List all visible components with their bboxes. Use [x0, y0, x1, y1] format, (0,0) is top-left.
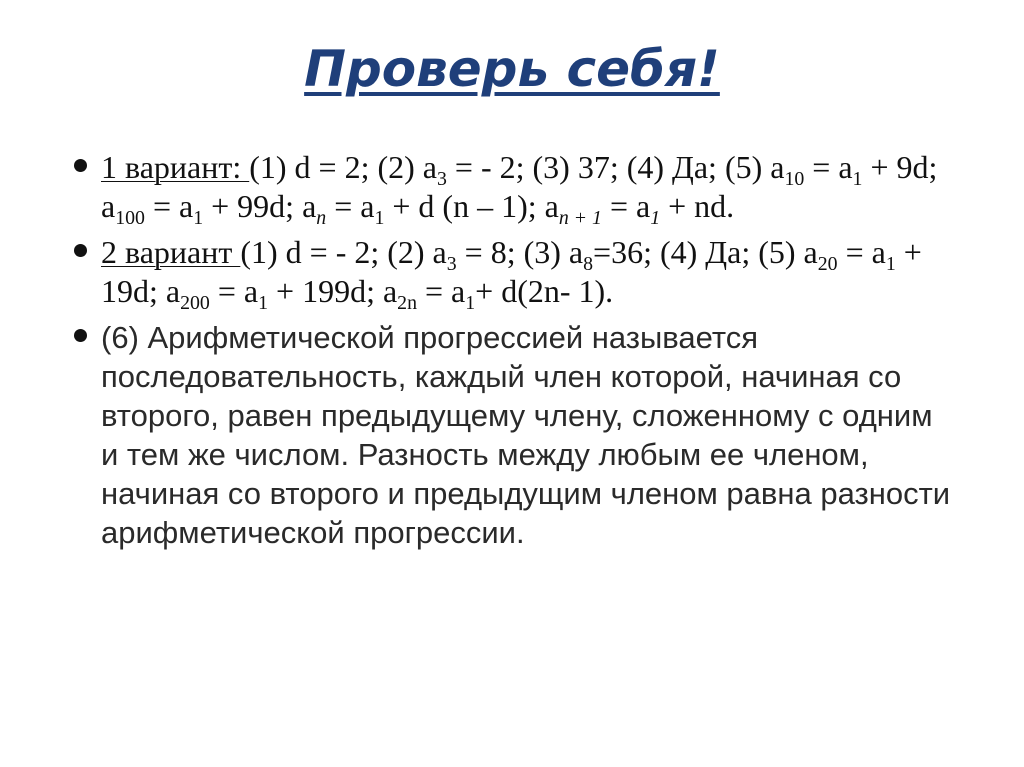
- bullet-icon: [74, 329, 87, 342]
- subscript: 1: [885, 252, 896, 275]
- answer-list: [72, 148, 952, 559]
- list-item-variant-2: [72, 233, 952, 314]
- text-run: + 19d; a: [101, 234, 922, 309]
- text-run: =36; (4) Да; (5) a: [593, 234, 818, 270]
- text-run: + 9d; a: [101, 149, 938, 224]
- variant-2-label: 2 вариант: [101, 234, 241, 270]
- definition-text: (6) Арифметической прогрессией называется последовательность, каждый член которой, начиная со второго, равен предыдущему члену, сложенному с одним и тем же числом. Разность между любым ее членом, начиная со второго и предыдущим членом равна разности арифметической прогрессии.: [101, 320, 951, 550]
- text-run: = a: [601, 188, 651, 224]
- subscript: 20: [817, 252, 838, 275]
- subscript: 1: [193, 206, 204, 229]
- text-run: = - 2; (3) 37; (4) Да; (5) a: [446, 149, 785, 185]
- text-run: + 99d; a: [203, 188, 317, 224]
- list-item-definition: [72, 318, 952, 552]
- text-run: + 199d; a: [268, 273, 398, 309]
- subscript: 1: [258, 291, 269, 314]
- text-run: + nd.: [660, 188, 735, 224]
- text-run: = a: [837, 234, 886, 270]
- text-run: (1) d = 2; (2) a: [249, 149, 437, 185]
- subscript: 100: [115, 206, 145, 229]
- subscript: 1: [650, 206, 661, 229]
- subscript: n + 1: [558, 206, 602, 229]
- text-run: = a: [804, 149, 853, 185]
- subscript: n: [316, 206, 327, 229]
- text-run: + d(2n- 1).: [475, 273, 614, 309]
- page-title: Проверь себя!: [304, 40, 720, 98]
- subscript: 3: [446, 252, 457, 275]
- bullet-icon: [74, 159, 87, 172]
- subscript: 2n: [397, 291, 417, 314]
- text-run: = a: [209, 273, 259, 309]
- subscript: 1: [465, 291, 476, 314]
- variant-1-label: 1 вариант:: [101, 149, 250, 185]
- subscript: 8: [583, 252, 594, 275]
- bullet-icon: [74, 244, 87, 257]
- subscript: 200: [180, 291, 210, 314]
- text-run: = a: [144, 188, 194, 224]
- text-run: = a: [326, 188, 375, 224]
- subscript: 3: [436, 167, 447, 190]
- subscript: 1: [852, 167, 863, 190]
- text-run: (1) d = - 2; (2) a: [240, 234, 447, 270]
- subscript: 1: [374, 206, 385, 229]
- text-run: = a: [416, 273, 466, 309]
- list-item-variant-1: [72, 148, 952, 229]
- text-run: + d (n – 1); a: [384, 188, 559, 224]
- text-run: = 8; (3) a: [456, 234, 584, 270]
- subscript: 10: [784, 167, 805, 190]
